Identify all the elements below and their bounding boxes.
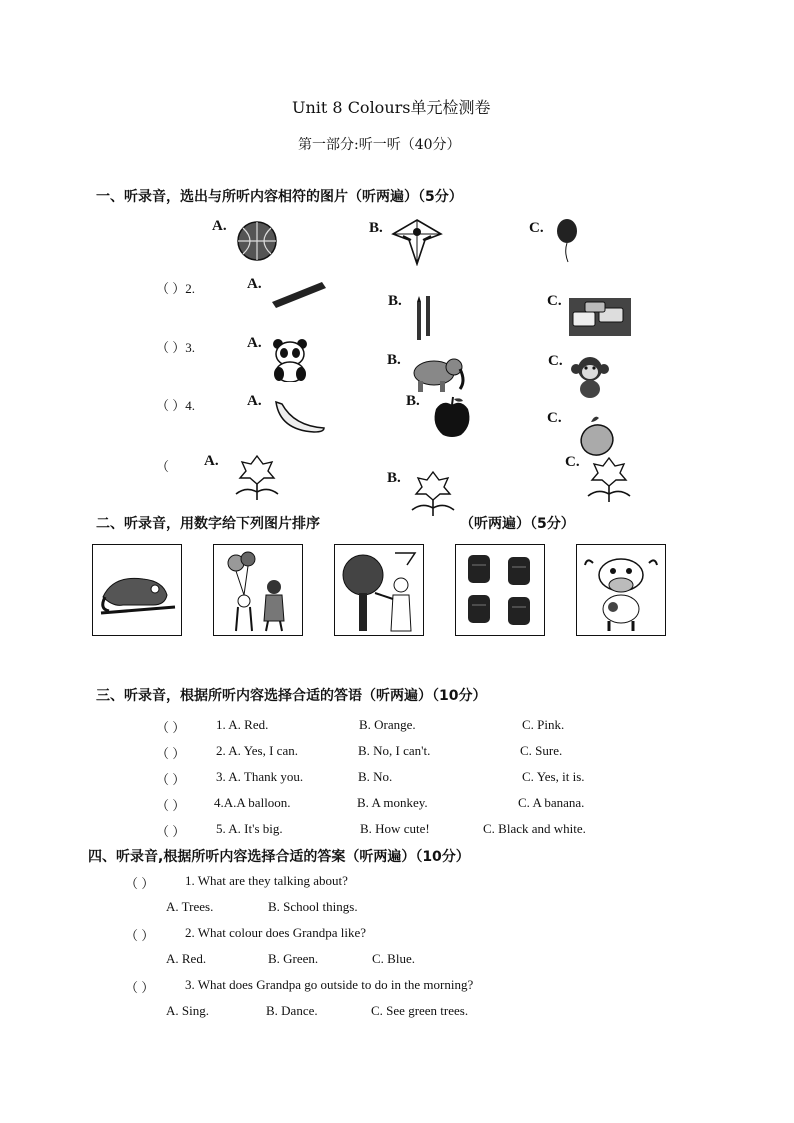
q1-option-a-label: A. [212, 218, 227, 234]
s3-q2-option-b: B. No, I can't. [358, 743, 431, 758]
chameleon-picture [92, 544, 182, 636]
tree-and-man-picture [334, 544, 424, 636]
s3-q3-option-c: C. Yes, it is. [522, 769, 585, 784]
cow-picture [576, 544, 666, 636]
q5-option-b-label: B. [387, 470, 401, 486]
s3-q1-option-c: C. Pink. [522, 717, 565, 732]
school-bags-picture [455, 544, 545, 636]
q1-option-c-label: C. [529, 220, 544, 236]
s4-answer-paren[interactable]: （ ） [125, 928, 155, 943]
basketball-icon [236, 221, 278, 261]
s4-q3-option-b: B. Dance. [266, 1003, 318, 1018]
s3-q3-option-b: B. No. [358, 769, 393, 784]
panda-icon [270, 338, 310, 382]
q5-option-c-label: C. [565, 454, 580, 470]
section-2-heading-tail: （听两遍）（5分） [460, 516, 575, 532]
part-heading: 第一部分:听一听（40分） [298, 137, 461, 153]
s4-answer-paren[interactable]: （ ） [125, 876, 155, 891]
s3-q4-option-c: C. A banana. [518, 795, 585, 810]
q2-option-a-label: A. [247, 276, 262, 292]
s3-q5-option-c: C. Black and white. [483, 821, 586, 836]
q4-option-b-label: B. [406, 393, 420, 409]
s4-q2-option-c: C. Blue. [372, 951, 415, 966]
s4-q1-text: 1. What are they talking about? [185, 873, 348, 888]
s3-q4-option-a: 4.A.A balloon. [214, 795, 291, 810]
s4-q1-option-b: B. School things. [268, 899, 358, 914]
q5-answer-paren[interactable]: （ [156, 459, 170, 474]
section-4-heading: 四、听录音,根据所听内容选择合适的答案（听两遍）（10分） [88, 849, 470, 865]
q1-option-b-label: B. [369, 220, 383, 236]
s4-q3-option-c: C. See green trees. [371, 1003, 469, 1018]
q5-option-a-label: A. [204, 453, 219, 469]
q2-option-b-label: B. [388, 293, 402, 309]
q4-option-a-label: A. [247, 393, 262, 409]
s3-answer-paren[interactable]: （ ） [156, 746, 186, 761]
mango-icon [577, 412, 617, 458]
s3-answer-paren[interactable]: （ ） [156, 772, 186, 787]
s3-q4-option-b: B. A monkey. [357, 795, 428, 810]
q4-answer-paren[interactable]: （ ）4. [156, 398, 196, 413]
s4-q3-option-a: A. Sing. [166, 1003, 209, 1018]
section-1-heading: 一、听录音，选出与所听内容相符的图片（听两遍）（5分） [96, 189, 463, 205]
s3-answer-paren[interactable]: （ ） [156, 824, 186, 839]
s4-q2-option-b: B. Green. [268, 951, 319, 966]
s3-q1-option-a: 1. A. Red. [216, 717, 269, 732]
s3-q2-option-c: C. Sure. [520, 743, 563, 758]
s4-answer-paren[interactable]: （ ） [125, 980, 155, 995]
s3-q5-option-a: 5. A. It's big. [216, 821, 283, 836]
s3-q5-option-b: B. How cute! [360, 821, 430, 836]
apple-icon [431, 395, 473, 439]
s3-q1-option-b: B. Orange. [359, 717, 416, 732]
erasers-icon [569, 294, 631, 338]
q3-option-a-label: A. [247, 335, 262, 351]
flower-icon [408, 470, 458, 516]
q2-answer-paren[interactable]: （ ）2. [156, 281, 196, 296]
monkey-icon [570, 355, 610, 399]
s3-answer-paren[interactable]: （ ） [156, 798, 186, 813]
s4-q2-text: 2. What colour does Grandpa like? [185, 925, 366, 940]
q3-answer-paren[interactable]: （ ）3. [156, 340, 196, 355]
s4-q3-text: 3. What does Grandpa go outside to do in the morning? [185, 977, 474, 992]
q2-option-c-label: C. [547, 293, 562, 309]
s3-q3-option-a: 3. A. Thank you. [216, 769, 304, 784]
s3-answer-paren[interactable]: （ ） [156, 720, 186, 735]
flower-icon [232, 454, 282, 500]
elephant-icon [410, 355, 466, 393]
kite-icon [391, 218, 443, 266]
s4-q2-option-a: A. Red. [166, 951, 207, 966]
pencils-icon [414, 296, 436, 342]
balloon-icon [556, 218, 578, 264]
s3-q2-option-a: 2. A. Yes, I can. [216, 743, 298, 758]
s4-q1-option-a: A. Trees. [166, 899, 214, 914]
q3-option-c-label: C. [548, 353, 563, 369]
section-2-heading: 二、听录音，用数字给下列图片排序 [96, 516, 320, 532]
ruler-icon [270, 280, 328, 310]
banana-icon [274, 400, 326, 436]
q4-option-c-label: C. [547, 410, 562, 426]
children-balloons-picture [213, 544, 303, 636]
flower-icon [584, 456, 634, 502]
section-3-heading: 三、听录音，根据所听内容选择合适的答语（听两遍）（10分） [96, 688, 487, 704]
page-title: Unit 8 Colours单元检测卷 [292, 98, 491, 117]
q3-option-b-label: B. [387, 352, 401, 368]
